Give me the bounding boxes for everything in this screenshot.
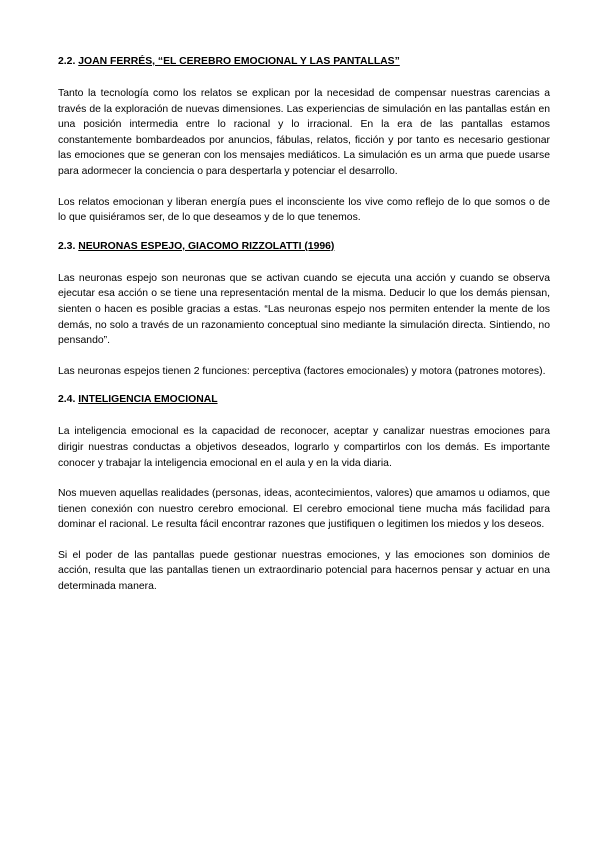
paragraph: Las neuronas espejos tienen 2 funciones: perceptiva (factores emocionales) y motora (patrones motores). [58, 365, 546, 377]
section-number: 2.2. [58, 56, 76, 67]
section-heading-2-3 [58, 240, 550, 254]
section-heading-2-4 [58, 393, 550, 407]
section-number: 2.4. [58, 394, 76, 406]
paragraph: Tanto la tecnología como los relatos se explican por la necesidad de compensar nuestras carencias a través de la exploración de nuevas dimensiones. Las experiencias de simulación en las pantallas están en una posición intermedia entre lo racional y lo irracional. En la era de las pantallas estamos constantemente bombardeados por anuncios, fábulas, relatos, ficción y por tanto es necesario gestionar las emociones que se generan con los mensajes mediáticos. La simulación es un arma que puede usarse para adormecer la conciencia o para despertarla y potenciar el desarrollo. [58, 88, 550, 177]
section-title: JOAN FERRÉS, “EL CEREBRO EMOCIONAL Y LAS PANTALLAS” [78, 56, 400, 67]
section-title: INTELIGENCIA EMOCIONAL [78, 394, 218, 406]
paragraph: Las neuronas espejo son neuronas que se activan cuando se ejecuta una acción y cuando se observa ejecutar esa acción o se tiene una representación mental de la misma. Deducir lo que los demás piensan, sienten o hacen es posible gracias a estas. “Las neuronas espejo nos permiten entender la mente de los demás, no solo a través de un razonamiento conceptual sino mediante la simulación directa. Sintiendo, no pensando”. [58, 272, 550, 347]
paragraph: Los relatos emocionan y liberan energía pues el inconsciente los vive como reflejo de lo que somos o de lo que quisiéramos ser, de lo que deseamos y de lo que tenemos. [58, 196, 550, 224]
paragraph: Si el poder de las pantallas puede gestionar nuestras emociones, y las emociones son dominios de acción, resulta que las pantallas tienen un extraordinario potencial para hacernos pensar y actuar en una determinada manera. [58, 549, 550, 593]
paragraph: Nos mueven aquellas realidades (personas, ideas, acontecimientos, valores) que amamos u odiamos, que tienen conexión con nuestro cerebro emocional. El cerebro emocional tiene mucha más facilidad para dominar el racional. Le resulta fácil encontrar razones que justifiquen o legitimen los miedos y los deseos. [58, 488, 550, 531]
section-number: 2.3. [58, 240, 76, 252]
document-page [58, 55, 550, 595]
section-heading-2-2 [58, 55, 550, 69]
section-title: NEURONAS ESPEJO, GIACOMO RIZZOLATTI (1996) [78, 240, 335, 252]
paragraph: La inteligencia emocional es la capacidad de reconocer, aceptar y canalizar nuestras emociones para dirigir nuestras conductas a objetivos deseados, lograrlo y compartirlos con los demás. Es importante conocer y trabajar la inteligencia emocional en el aula y en la vida diaria. [58, 426, 550, 469]
